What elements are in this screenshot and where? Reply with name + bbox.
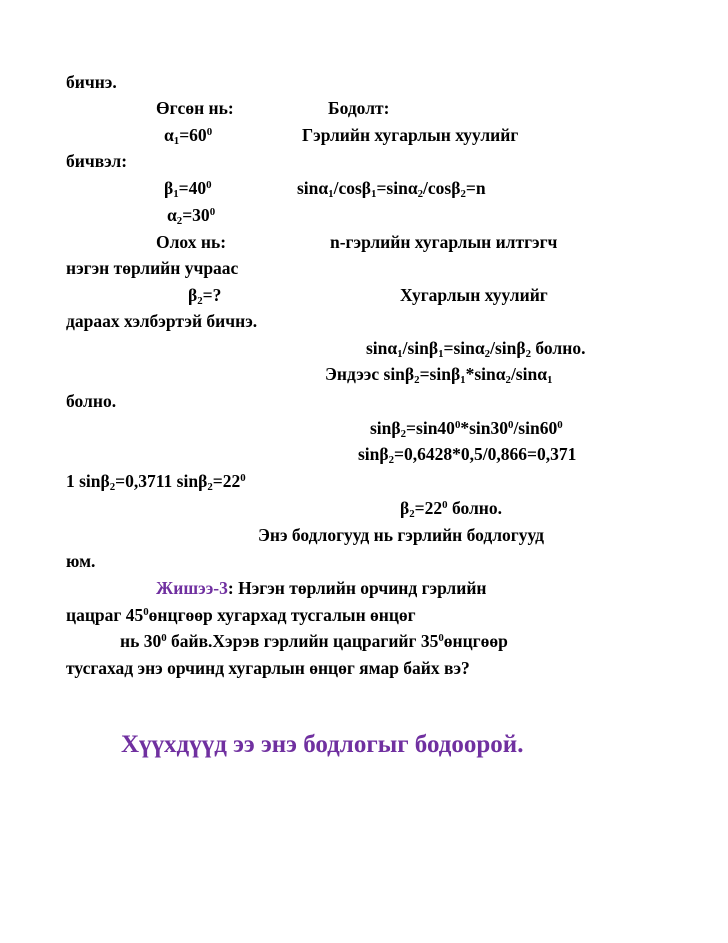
formula-result: 1 sinβ$_2$=0,3711 $\sin\beta_2=22^0$ xyxy=(66,471,246,494)
given-beta1: $\beta_1=40^0$ xyxy=(164,178,212,201)
example-label: Жишээ-3 xyxy=(156,578,228,598)
refraction-law-line: Гэрлийн хугарлын хуулийг xyxy=(302,125,519,145)
find-label: Олох нь: xyxy=(156,232,227,252)
line-bichvel: бичвэл: xyxy=(66,151,128,171)
example-line-2: цацраг $45^0өнцгөөр$ хугархад тусгалын өнцөг xyxy=(66,605,416,625)
solution-label: Бодолт: xyxy=(328,98,390,118)
line-form: дараах хэлбэртэй бичнэ. xyxy=(66,311,258,331)
formula-sin: sinα$_1$/sinβ$_1$=sinα$_2$/sinβ$_2$ болно. xyxy=(366,338,586,361)
formula-solve: Эндээс sinβ$_2$=sinβ$_1$*sinα$_2$/sinα$_1$ xyxy=(325,364,553,387)
line-yum: юм. xyxy=(66,551,96,571)
example-3-line: Жишээ-3: Нэгэн төрлийн орчинд гэрлийн xyxy=(156,578,487,598)
line-homogeneous: нэгэн төрлийн учраас xyxy=(66,258,239,278)
line-bichne: бичнэ. xyxy=(66,72,117,92)
answer-line: $\beta_2=22^0$ болно. xyxy=(400,498,503,521)
given-alpha1: $\alpha_1=60^0$ xyxy=(164,125,213,148)
index-line: n-гэрлийн хугарлын илтгэгч xyxy=(330,232,558,252)
law-line-2: Хугарлын хуулийг xyxy=(400,285,548,305)
line-bolno: болно. xyxy=(66,391,117,411)
formula-compute: sinβ$_2$=0,6428*0,5/0,866=0,371 xyxy=(358,444,577,467)
example-question: тусгахад энэ орчинд хугарлын өнцөг ямар байх вэ? xyxy=(66,658,470,678)
formula-substitute: $\sin\beta_2=\sin 40^0*\sin 30^0/\sin 60^0$ xyxy=(370,418,563,441)
formula-cos: sinα$_1$/cosβ$_1$=sinα$_2$/cosβ$_2$=n xyxy=(297,178,486,201)
closing-heading: Хүүхдүүд ээ энэ бодлогыг бодоорой. xyxy=(121,731,524,758)
given-label: Өгсөн нь: xyxy=(156,98,234,118)
conclusion-line: Энэ бодлогууд нь гэрлийн бодлогууд xyxy=(258,525,544,545)
given-alpha2: $\alpha_2=30^0$ xyxy=(167,205,216,228)
find-beta2: $\beta_2=$? xyxy=(188,285,222,308)
example-line-3: нь $30^0$ байв.Хэрэв гэрлийн цацрагийг $35^0өнцгөөр$ xyxy=(120,631,508,651)
